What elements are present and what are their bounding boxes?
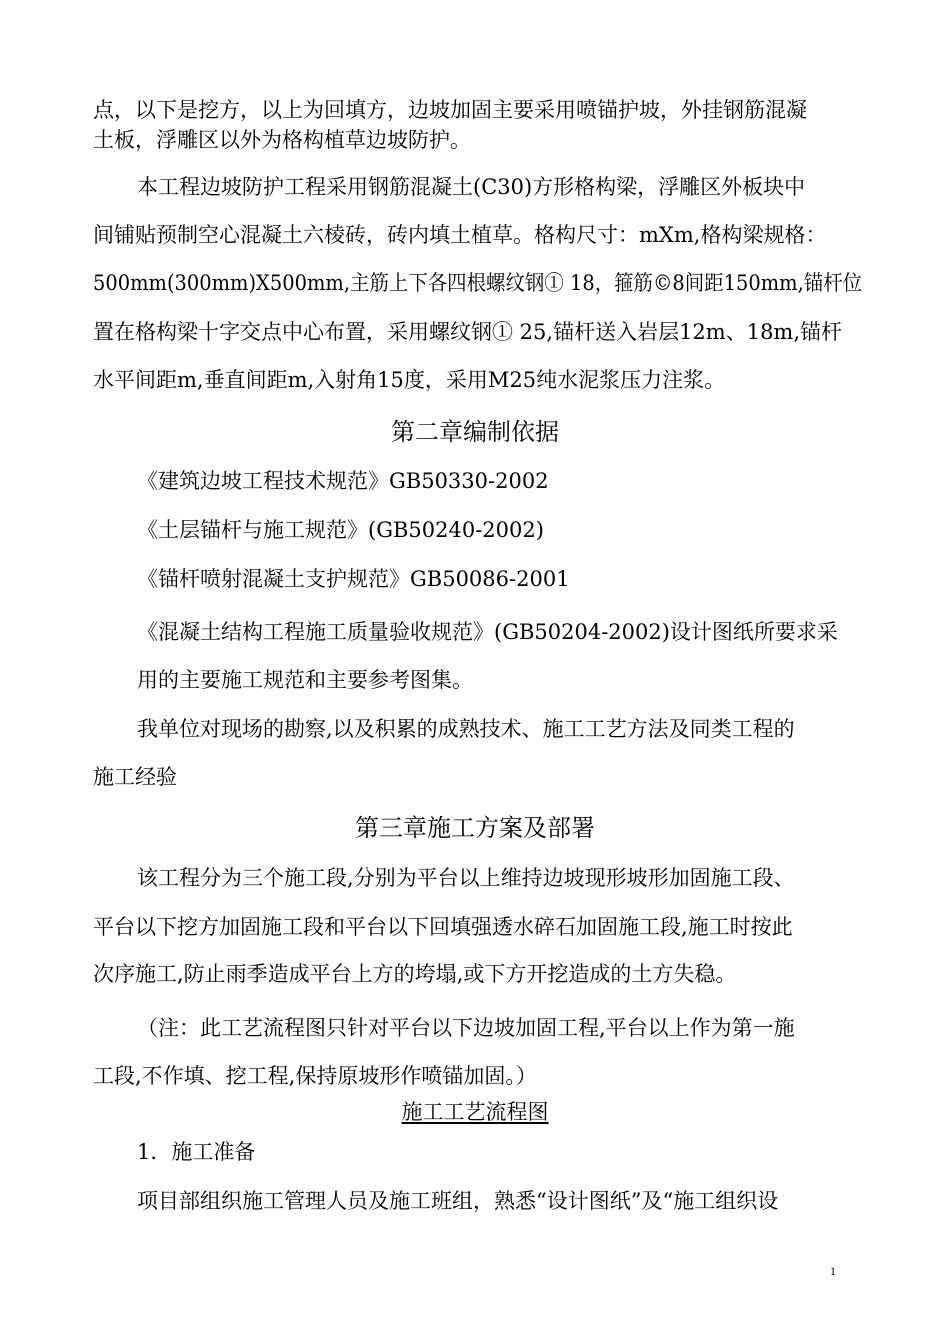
reference-3: 《锚杆喷射混凝土支护规范》GB50086-2001 — [137, 567, 570, 591]
note-line-2: 工段,不作填、挖工程,保持原坡形作喷锚加固。） — [93, 1064, 537, 1088]
reference-4-line-1: 《混凝土结构工程施工质量验收规范》(GB50204-2002)设计图纸所要求采 — [137, 620, 838, 644]
flowchart-title — [0, 1097, 950, 1127]
step-1-line-1: 项目部组织施工管理人员及施工班组，熟悉“设计图纸”及“施工组织设 — [137, 1189, 779, 1213]
page-number: 1 — [830, 1264, 836, 1278]
reference-1: 《建筑边坡工程技术规范》GB50330-2002 — [137, 469, 549, 493]
plan-line-1: 该工程分为三个施工段,分别为平台以上维持边坡现形坡形加固施工段、 — [137, 866, 795, 890]
plan-line-3: 次序施工,防止雨季造成平台上方的垮塌,或下方开挖造成的土方失稳。 — [93, 962, 737, 986]
plan-line-2: 平台以下挖方加固施工段和平台以下回填强透水碎石加固施工段,施工时按此 — [93, 915, 793, 939]
design-line-3: 500mm(300mm)X500mm,主筋上下各四根螺纹钢① 18，箍筋©8间距150mm,锚杆位 — [93, 271, 863, 295]
intro-line-2: 土板，浮雕区以外为格构植草边坡防护。 — [93, 128, 471, 152]
reference-4-line-2: 用的主要施工规范和主要参考图集。 — [137, 668, 473, 692]
chapter-3-title: 第三章施工方案及部署 — [355, 814, 595, 842]
flowchart-title-text: 施工工艺流程图 — [401, 1100, 549, 1124]
step-1-heading: 1．施工准备 — [137, 1140, 256, 1164]
chapter-2-title: 第二章编制依据 — [391, 418, 559, 446]
design-line-4: 置在格构梁十字交点中心布置，采用螺纹钢① 25,锚杆送入岩层12m、18m,锚杆 — [93, 320, 843, 344]
note-line-1: （注：此工艺流程图只针对平台以下边坡加固工程,平台以上作为第一施 — [137, 1016, 795, 1040]
experience-line-1: 我单位对现场的勘察,以及积累的成熟技术、施工工艺方法及同类工程的 — [137, 717, 795, 741]
intro-line-1: 点，以下是挖方，以上为回填方，边坡加固主要采用喷锚护坡，外挂钢筋混凝 — [93, 98, 807, 122]
design-line-1: 本工程边坡防护工程采用钢筋混凝土(C30)方形格构梁，浮雕区外板块中 — [137, 175, 806, 199]
reference-2: 《土层锚杆与施工规范》(GB50240-2002) — [137, 518, 544, 542]
design-line-5: 水平间距m,垂直间距m,入射角15度，采用M25纯水泥浆压力注浆。 — [93, 368, 726, 392]
experience-line-2: 施工经验 — [93, 765, 177, 789]
design-line-2: 间铺贴预制空心混凝土六棱砖，砖内填土植草。格构尺寸：mXm,格构梁规格： — [93, 223, 827, 247]
